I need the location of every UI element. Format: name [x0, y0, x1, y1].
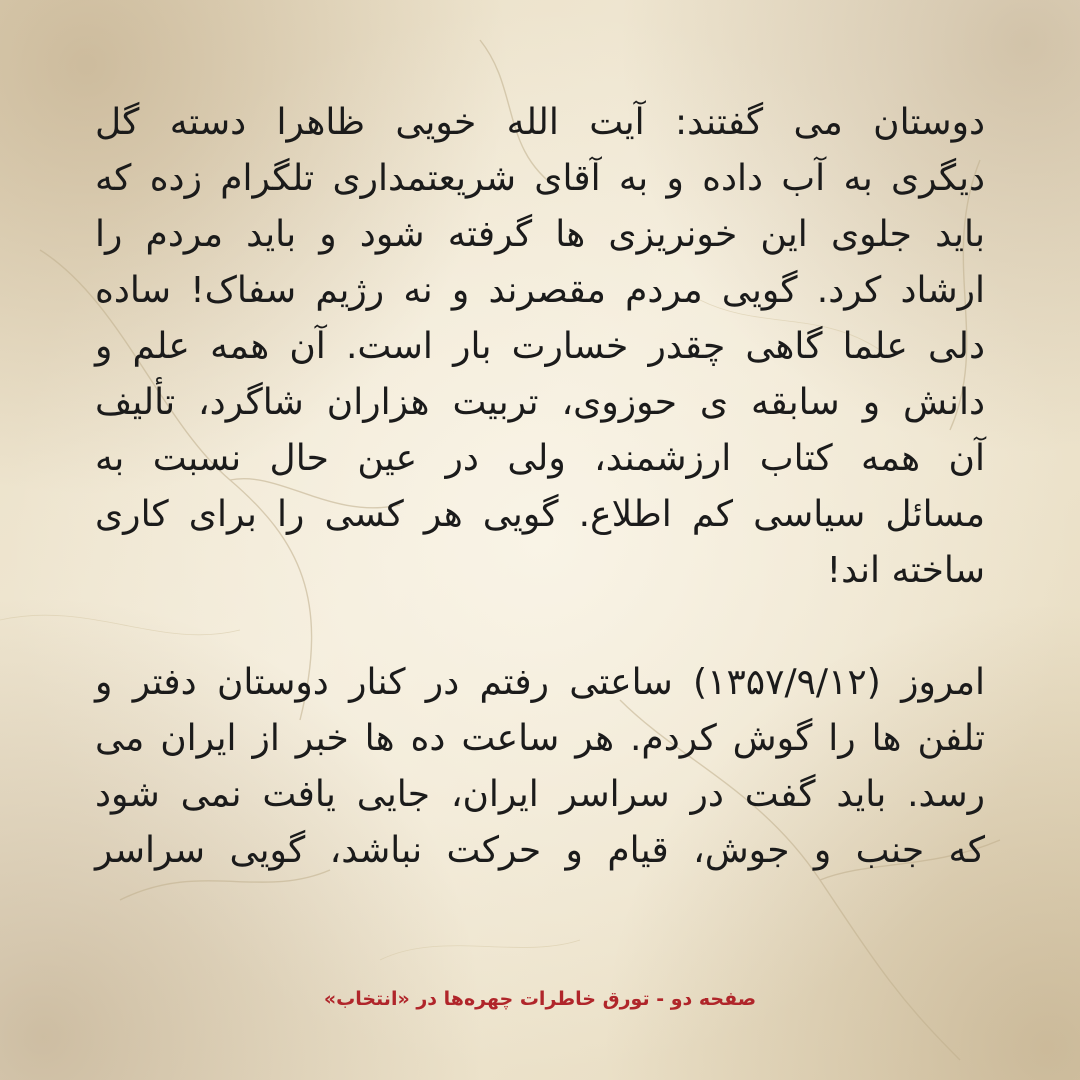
- paragraph-1: [95, 95, 985, 599]
- paragraph-gap: [95, 599, 985, 655]
- text-line: ساخته اند!: [826, 550, 985, 591]
- text-line: دلی علما گاهی چقدر خسارت بار است. آن همه علم و: [95, 326, 985, 367]
- text-line: مسائل سیاسی کم اطلاع. گویی هر کسی را برای کاری: [95, 494, 985, 535]
- text-line: تلفن ها را گوش کردم. هر ساعت ده ها خبر از ایران می: [95, 718, 985, 759]
- text-line: دانش و سابقه ی حوزوی، تربیت هزاران شاگرد، تألیف: [95, 382, 985, 423]
- text-line: دوستان می گفتند: آیت الله خویی ظاهرا دسته گل: [95, 102, 985, 143]
- text-line: امروز (۱۳۵۷/۹/۱۲) ساعتی رفتم در کنار دوستان دفتر و: [95, 662, 985, 703]
- document-body: [95, 95, 985, 879]
- page-caption: صفحه دو - تورق خاطرات چهره‌ها در «انتخاب»: [323, 988, 757, 1010]
- text-line: ارشاد کرد. گویی مردم مقصرند و نه رژیم سفاک! ساده: [95, 270, 985, 311]
- paragraph-2: [95, 655, 985, 879]
- text-line: باید جلوی این خونریزی ها گرفته شود و باید مردم را: [95, 214, 985, 255]
- text-line: آن همه کتاب ارزشمند، ولی در عین حال نسبت به: [95, 438, 985, 479]
- text-line: دیگری به آب داده و به آقای شریعتمداری تلگرام زده که: [95, 158, 985, 199]
- text-line: که جنب و جوش، قیام و حرکت نباشد، گویی سراسر: [95, 830, 985, 871]
- text-line: رسد. باید گفت در سراسر ایران، جایی یافت نمی شود: [95, 774, 985, 815]
